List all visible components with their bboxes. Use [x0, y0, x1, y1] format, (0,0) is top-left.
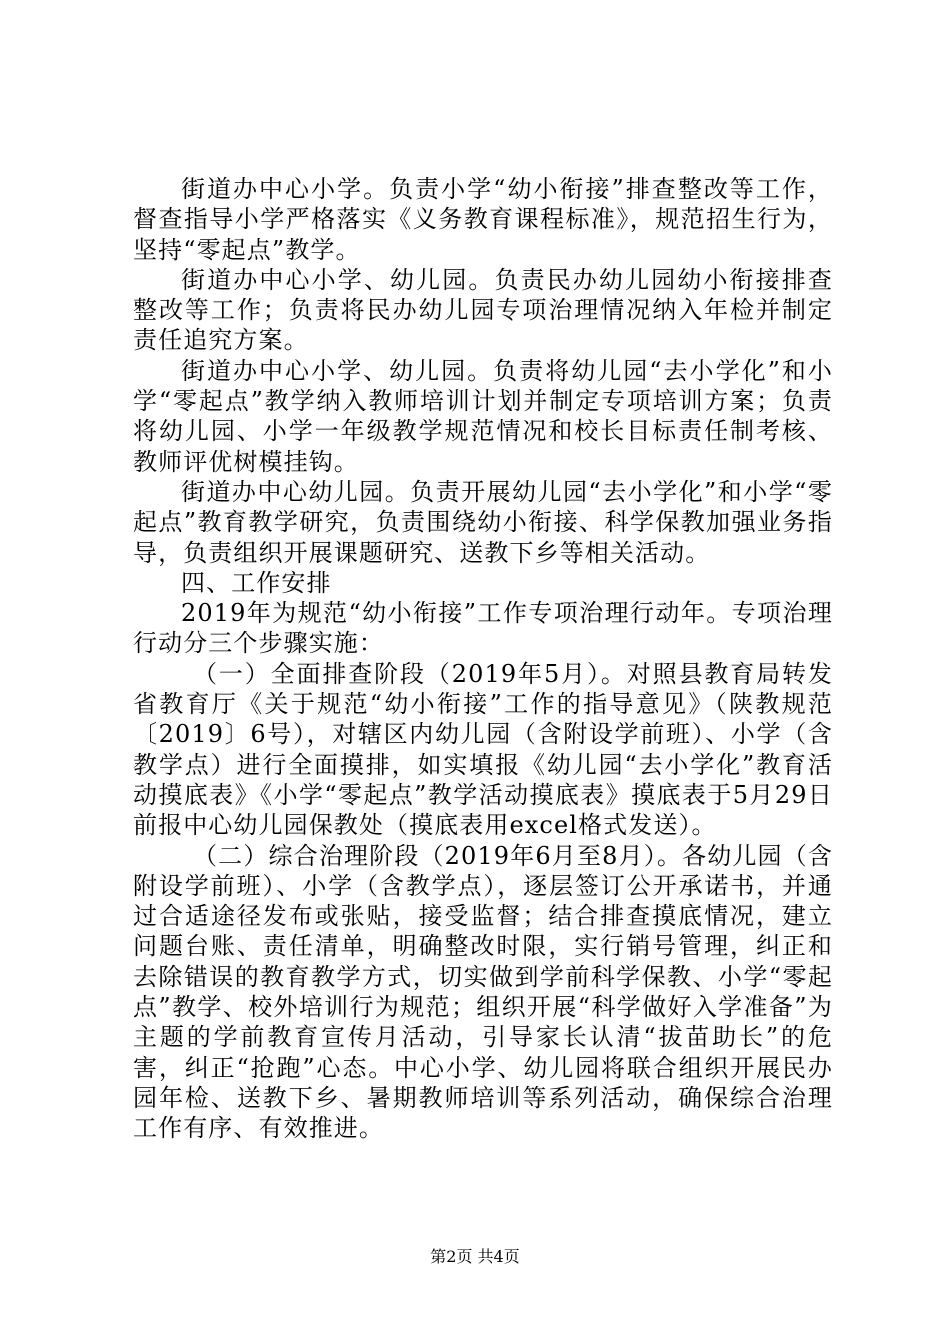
- paragraph-primary-school: 街道办中心小学。负责小学“幼小衔接”排查整改等工作，督查指导小学严格落实《义务教育课程标准》，规范招生行为，坚持“零起点”教学。: [133, 175, 833, 264]
- paragraph-stage-one: （一）全面排查阶段（2019年5月）。对照县教育局转发省教育厅《关于规范“幼小衔接”工作的指导意见》（陕教规范〔2019〕6号），对辖区内幼儿园（含附设学前班）、小学（含教学点）进行全面摸排，如实填报《幼儿园“去小学化”教育活动摸底表》《小学“零起点”教学活动摸底表》摸底表于5月29日前报中心幼儿园保教处（摸底表用excel格式发送）。: [133, 659, 833, 840]
- paragraph-kindergarten-research: 街道办中心幼儿园。负责开展幼儿园“去小学化”和小学“零起点”教育教学研究，负责围绕幼小衔接、科学保教加强业务指导，负责组织开展课题研究、送教下乡等相关活动。: [133, 477, 833, 567]
- paragraph-private-kindergarten: 街道办中心小学、幼儿园。负责民办幼儿园幼小衔接排查整改等工作；负责将民办幼儿园专项治理情况纳入年检并制定责任追究方案。: [133, 265, 833, 355]
- document-body: [133, 174, 833, 1144]
- paragraph-teacher-training: 街道办中心小学、幼儿园。负责将幼儿园“去小学化”和小学“零起点”教学纳入教师培训计划并制定专项培训方案；负责将幼儿园、小学一年级教学规范情况和校长目标责任制考核、教师评优树模挂钩。: [133, 356, 833, 476]
- page-number-footer: 第2页 共4页: [430, 1247, 520, 1266]
- paragraph-stage-two: （二）综合治理阶段（2019年6月至8月）。各幼儿园（含附设学前班）、小学（含教学点），逐层签订公开承诺书，并通过合适途径发布或张贴，接受监督；结合排查摸底情况，建立问题台账、责任清单，明确整改时限，实行销号管理，纠正和去除错误的教育教学方式，切实做到学前科学保教、小学“零起点”教学、校外培训行为规范；组织开展“科学做好入学准备”为主题的学前教育宣传月活动，引导家长认清“拔苗助长”的危害，纠正“抢跑”心态。中心小学、幼儿园将联合组织开展民办园年检、送教下乡、暑期教师培训等系列活动，确保综合治理工作有序、有效推进。: [133, 841, 833, 1143]
- section-heading-work-arrangement: 四、工作安排: [181, 568, 332, 597]
- paragraph-action-year: 2019年为规范“幼小衔接”工作专项治理行动年。专项治理行动分三个步骤实施：: [133, 599, 833, 658]
